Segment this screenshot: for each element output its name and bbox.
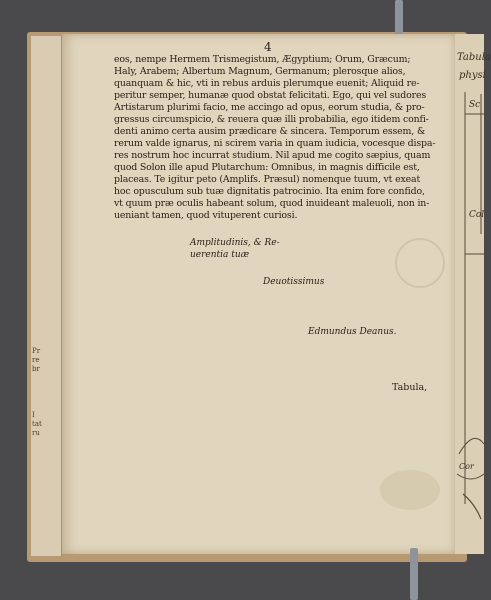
body-line: peritur semper, humanæ quod obstat felicitati. Ego, qui vel sudores: [114, 90, 427, 101]
left-page-edge: [31, 36, 63, 556]
body-line: eos, nempe Hermem Trismegistum, Ægyptium; Orum, Græcum;: [114, 54, 411, 65]
left-page-fragment-1: [32, 347, 52, 374]
fragment-line: br: [32, 365, 40, 373]
fragment-line: ru: [32, 429, 40, 437]
right-heading-1: Tabula: [457, 52, 491, 63]
catchword: Tabula,: [392, 382, 428, 393]
right-heading-2: physi: [459, 70, 486, 81]
bottom-page-clip: [410, 548, 418, 600]
author-signature: Edmundus Deanus.: [308, 327, 397, 337]
body-line: vt quum præ oculis habeant solum, quod inuideant maleuoli, non in-: [114, 198, 430, 209]
fragment-line: I: [32, 411, 35, 419]
right-page-diagram: [455, 34, 484, 554]
body-line: quanquam & hic, vti in rebus arduis plerumque euenit; Aliquid re-: [114, 78, 420, 89]
body-line: rerum valde ignarus, ni scirem varia in quam iudicia, vocesque dispa-: [114, 138, 436, 149]
body-line: quod Solon ille apud Plutarchum: Omnibus, in magnis difficile est,: [114, 162, 420, 173]
salutation-line-2: uerentia tuæ: [190, 250, 250, 260]
body-line: Artistarum plurimi facio, me accingo ad opus, eorum studia, & pro-: [114, 102, 425, 113]
closing-devotissimus: Deuotissimus: [263, 277, 325, 287]
bleed-through-ornament: [395, 238, 445, 288]
body-line: denti animo certa ausim prædicare & sincera. Temporum essem, &: [114, 126, 426, 137]
body-line: ueniant tamen, quod vituperent curiosi.: [114, 210, 298, 221]
left-page-fragment-2: [32, 411, 52, 438]
body-line: Haly, Arabem; Albertum Magnum, Germanum; plerosque alios,: [114, 66, 406, 77]
right-word-col: Col: [469, 210, 485, 220]
fragment-line: Pr: [32, 347, 41, 355]
right-page-edge: [455, 34, 491, 554]
body-line: placeas. Te igitur peto (Amplifs. Præsul) nomenque tuum, vt exeat: [114, 174, 421, 185]
right-word-cor: Cor: [459, 462, 474, 471]
fragment-line: re: [32, 356, 40, 364]
paper-stain: [380, 470, 440, 510]
salutation-line-1: Amplitudinis, & Re-: [190, 238, 280, 248]
top-page-clip: [395, 0, 403, 34]
page-number: 4: [264, 40, 272, 54]
fragment-line: tat: [32, 420, 42, 428]
body-line: res nostrum hoc incurrat studium. Nil apud me cogito sæpius, quam: [114, 150, 431, 161]
body-line: hoc opusculum sub tuæ dignitatis patrocinio. Ita enim fore confido,: [114, 186, 425, 197]
right-word-sc: Sc: [469, 100, 481, 110]
body-line: gressus circumspicio, & reuera quæ illi probabilia, ego itidem confi-: [114, 114, 429, 125]
